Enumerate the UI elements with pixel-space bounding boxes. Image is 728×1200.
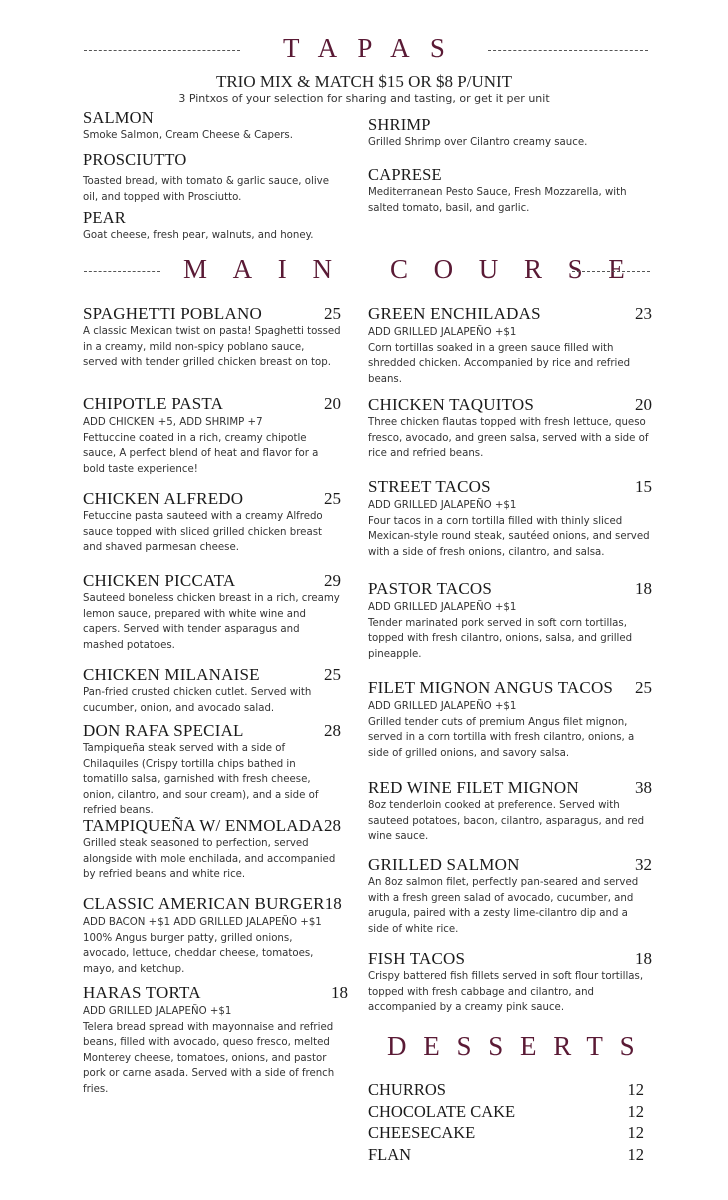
item-name: CHICKEN MILANAISE (83, 665, 260, 684)
item-addon: ADD GRILLED JALAPEÑO +$1 (368, 602, 517, 613)
item-description: Grilled steak seasoned to perfection, served alongside with mole enchilada, and accompanied by refried beans and white rice. (83, 838, 336, 880)
item-price: 28 (324, 721, 341, 740)
item-name: PROSCIUTTO (83, 150, 187, 169)
item-addon: ADD BACON +$1 ADD GRILLED JALAPEÑO +$1 (83, 917, 322, 928)
dessert-price: 12 (627, 1080, 644, 1099)
item-description: Pan-fried crusted chicken cutlet. Served with cucumber, onion, and avocado salad. (83, 687, 312, 714)
item-name: STREET TACOS (368, 477, 491, 496)
item-description: Mediterranean Pesto Sauce, Fresh Mozzarella, with salted tomato, basil, and garlic. (368, 187, 627, 214)
item-header (83, 304, 341, 324)
item-name: GREEN ENCHILADAS (368, 304, 541, 323)
item-name: RED WINE FILET MIGNON (368, 778, 579, 797)
item-price: 25 (324, 304, 341, 323)
dessert-price: 12 (627, 1144, 644, 1164)
item-name: PEAR (83, 208, 126, 227)
item-price: 15 (635, 477, 652, 496)
dessert-name: CHEESECAKE (368, 1123, 476, 1142)
item-header (368, 115, 648, 135)
main-course-item (83, 304, 341, 371)
item-price: 28 (324, 816, 341, 835)
item-header (368, 395, 652, 415)
item-description: Sauteed boneless chicken breast in a rich, creamy lemon sauce, prepared with white wine and capers. Served with tender asparagus and mashed potatoes. (83, 593, 340, 651)
item-header (83, 150, 345, 170)
tapas-item (368, 115, 648, 151)
dessert-name: CHOCOLATE CAKE (368, 1101, 516, 1121)
item-name: CAPRESE (368, 165, 442, 184)
item-name: CHICKEN TAQUITOS (368, 395, 535, 414)
item-name: CHICKEN PICCATA (83, 571, 236, 590)
item-description: An 8oz salmon filet, perfectly pan-seared and served with a fresh green salad of avocado, cucumber, and arugula, paired with a zesty lime-cilantro dip and a side of white rice. (368, 877, 639, 935)
tapas-note: 3 Pintxos of your selection for sharing and tasting, or get it per unit (178, 92, 550, 105)
item-header (83, 108, 345, 128)
item-description: Goat cheese, fresh pear, walnuts, and honey. (83, 230, 314, 241)
divider (488, 50, 648, 51)
item-description: Tampiqueña steak served with a side of Chilaquiles (Crispy tortilla chips bathed in tomatillo salsa, garnished with fresh cheese, onion, cilantro, and sour cream), and a side of refried beans. (83, 743, 319, 816)
tapas-item (83, 108, 345, 144)
main-course-item (83, 665, 341, 716)
main-course-item (368, 678, 652, 761)
item-description: 100% Angus burger patty, grilled onions, avocado, lettuce, cheddar cheese, tomatoes, mayo, and ketchup. (83, 932, 314, 975)
main-course-item (83, 816, 341, 883)
item-header (83, 983, 348, 1003)
section-title-main-course: MAIN COURSE (183, 254, 651, 284)
item-name: TAMPIQUEÑA W/ ENMOLADA (83, 816, 324, 835)
item-description: Telera bread spread with mayonnaise and refried beans, filled with avocado, queso fresco, melted Monterey cheese, tomatoes, onions, and pastor pork or carne asada. Served with a side of french fries. (83, 1021, 335, 1095)
item-price: 18 (635, 949, 652, 968)
item-header (83, 721, 341, 741)
item-addon: ADD CHICKEN +5, ADD SHRIMP +7 (83, 417, 263, 428)
item-header (368, 304, 652, 324)
item-header (368, 165, 648, 185)
item-price: 25 (324, 665, 341, 684)
item-name: SALMON (83, 108, 154, 127)
main-course-item (368, 855, 652, 937)
tapas-item (83, 150, 345, 205)
item-description: Grilled Shrimp over Cilantro creamy sauce. (368, 137, 588, 148)
item-description: Smoke Salmon, Cream Cheese & Capers. (83, 130, 293, 141)
item-name: DON RAFA SPECIAL (83, 721, 244, 740)
tapas-trio-heading: TRIO MIX & MATCH $15 OR $8 P/UNIT (215, 72, 513, 91)
dessert-item (368, 1145, 644, 1165)
section-title-desserts: DESSERTS (387, 1031, 652, 1061)
item-description: Crispy battered fish fillets served in soft flour tortillas, topped with fresh cabbage and cilantro, and accompanied by a creamy pink sauce. (368, 971, 644, 1013)
main-course-item (368, 304, 652, 387)
item-header (368, 949, 652, 969)
item-header (368, 855, 652, 875)
item-name: FILET MIGNON ANGUS TACOS (368, 678, 614, 697)
item-price: 18 (635, 579, 652, 598)
main-course-item (368, 778, 652, 845)
item-name: CHICKEN ALFREDO (83, 489, 244, 508)
main-course-item (368, 477, 652, 560)
item-header (368, 579, 652, 599)
item-header (83, 208, 345, 228)
divider (84, 271, 160, 272)
dessert-item (368, 1080, 644, 1100)
item-price: 23 (635, 304, 652, 323)
item-header (368, 477, 652, 497)
item-price: 18 (331, 983, 348, 1002)
item-header (83, 816, 341, 836)
item-description: Three chicken flautas topped with fresh lettuce, queso fresco, avocado, and green salsa, served with a side of rice and refried beans. (368, 417, 649, 459)
item-description: Corn tortillas soaked in a green sauce filled with shredded chicken. Accompanied by rice and refried beans. (368, 342, 631, 385)
item-price: 32 (635, 855, 652, 874)
item-name: SPAGHETTI POBLANO (83, 304, 262, 323)
dessert-name: FLAN (368, 1144, 412, 1164)
main-course-item (83, 489, 341, 556)
item-description: 8oz tenderloin cooked at preference. Served with sauteed potatoes, bacon, cilantro, asparagus, and red wine sauce. (368, 800, 645, 842)
item-price: 18 (324, 894, 342, 913)
item-description: Four tacos in a corn tortilla filled with thinly sliced Mexican-style round steak, sautéed onions, and served with a side of fresh onions, cilantro, and salsa. (368, 515, 650, 558)
item-addon: ADD GRILLED JALAPEÑO +$1 (368, 701, 517, 712)
item-header (83, 665, 341, 685)
main-course-item (83, 571, 341, 653)
item-name: GRILLED SALMON (368, 855, 520, 874)
item-name: HARAS TORTA (83, 983, 201, 1002)
item-header (368, 678, 652, 698)
divider (572, 271, 650, 272)
main-course-item (368, 395, 652, 462)
item-header (83, 894, 341, 914)
item-header (83, 571, 341, 591)
item-header (83, 489, 341, 509)
item-description: Fetuccine pasta sauteed with a creamy Alfredo sauce topped with sliced grilled chicken breast and shaved parmesan cheese. (83, 511, 323, 553)
dessert-item (368, 1123, 644, 1143)
main-course-item (368, 579, 652, 662)
main-course-item (83, 894, 341, 977)
item-price: 25 (324, 489, 341, 508)
item-name: CHIPOTLE PASTA (83, 394, 224, 413)
main-course-item (83, 983, 348, 1097)
dessert-name: CHURROS (368, 1080, 446, 1099)
item-name: SHRIMP (368, 115, 431, 134)
dessert-item (368, 1102, 644, 1122)
item-price: 20 (324, 394, 341, 413)
item-description: Toasted bread, with tomato & garlic sauce, olive oil, and topped with Prosciutto. (83, 176, 329, 203)
main-course-item (83, 721, 341, 819)
item-description: Fettuccine coated in a rich, creamy chipotle sauce, A perfect blend of heat and flavor for a bold taste experience! (83, 432, 319, 475)
item-addon: ADD GRILLED JALAPEÑO +$1 (368, 327, 517, 338)
dessert-price: 12 (627, 1101, 644, 1121)
section-title-tapas: TAPAS (283, 33, 466, 63)
item-price: 20 (635, 395, 652, 414)
item-addon: ADD GRILLED JALAPEÑO +$1 (83, 1006, 232, 1017)
item-description: Tender marinated pork served in soft corn tortillas, topped with fresh cilantro, onions, salsa, and grilled pineapple. (368, 617, 633, 660)
dessert-price: 12 (627, 1123, 644, 1142)
item-description: A classic Mexican twist on pasta! Spaghetti tossed in a creamy, mild non-spicy poblano sauce, served with tender grilled chicken breast on top. (83, 326, 341, 368)
item-addon: ADD GRILLED JALAPEÑO +$1 (368, 500, 517, 511)
item-description: Grilled tender cuts of premium Angus filet mignon, served in a corn tortilla with fresh cilantro, onions, a side of grilled onions, and savory salsa. (368, 716, 635, 759)
main-course-item (368, 949, 652, 1016)
item-name: FISH TACOS (368, 949, 466, 968)
item-price: 25 (635, 678, 652, 697)
item-price: 38 (635, 778, 652, 797)
tapas-item (83, 208, 345, 244)
main-course-item (83, 394, 341, 477)
item-name: CLASSIC AMERICAN BURGER (83, 894, 325, 913)
item-header (368, 778, 652, 798)
divider (84, 50, 240, 51)
tapas-item (368, 165, 648, 216)
item-header (83, 394, 341, 414)
item-price: 29 (324, 571, 341, 590)
item-name: PASTOR TACOS (368, 579, 493, 598)
